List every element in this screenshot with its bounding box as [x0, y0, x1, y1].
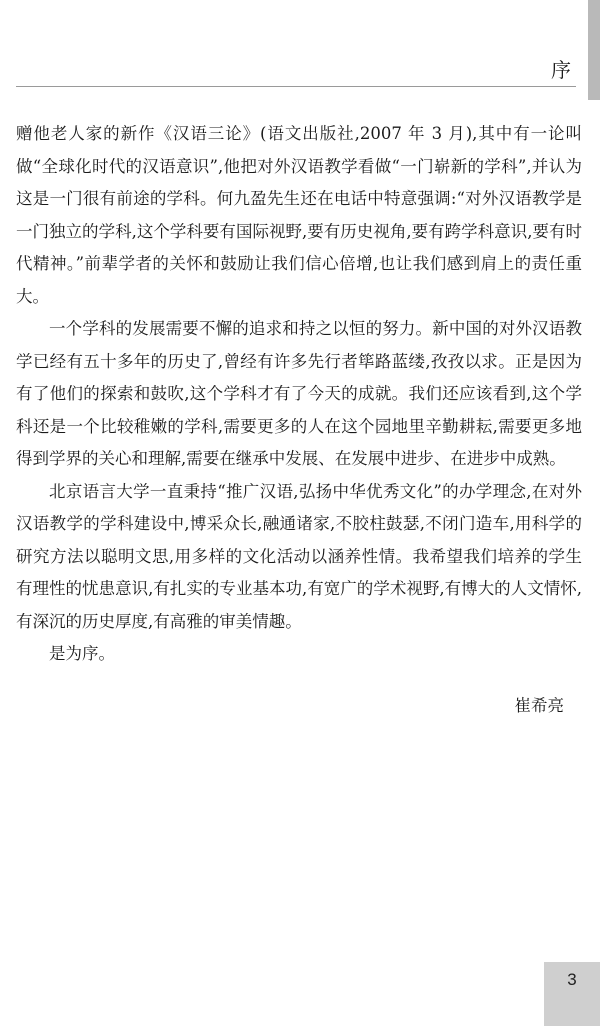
- page-edge-tab: [588, 0, 600, 100]
- paragraph-3: 北京语言大学一直秉持“推广汉语,弘扬中华优秀文化”的办学理念,在对外汉语教学的学科建设中,博采众长,融通诸家,不胶柱鼓瑟,不闭门造车,用科学的研究方法以聪明文思,用多样的文化活动以涵养性情。我希望我们培养的学生有理性的忧患意识,有扎实的专业基本功,有宽广的学术视野,有博大的人文情怀,有深沉的历史厚度,有高雅的审美情趣。: [16, 481, 582, 631]
- paragraph-4: 是为序。: [49, 644, 115, 663]
- page-number: 3: [567, 970, 577, 989]
- paragraph-2: 一个学科的发展需要不懈的追求和持之以恒的努力。新中国的对外汉语教学已经有五十多年的历史了,曾经有许多先行者筚路蓝缕,孜孜以求。正是因为有了他们的探索和鼓吹,这个学科才有了今天的成就。我们还应该看到,这个学科还是一个比较稚嫩的学科,需要更多的人在这个园地里辛勤耕耘,需要更多地得到学界的关心和理解,需要在继承中发展、在发展中进步、在进步中成熟。: [16, 319, 582, 468]
- author-signature: 崔希亮: [514, 696, 564, 715]
- running-header-title: 序: [551, 58, 572, 82]
- header-divider: [16, 86, 576, 87]
- page-number-box: [544, 962, 600, 1026]
- paragraph-1: 赠他老人家的新作《汉语三论》(语文出版社,2007 年 3 月),其中有一论叫做“全球化时代的汉语意识”,他把对外汉语教学看做“一门崭新的学科”,并认为这是一门很有前途的学科。何九盈先生还在电话中特意强调:“对外汉语教学是一门独立的学科,这个学科要有国际视野,要有历史视角,要有跨学科意识,要有时代精神。”前辈学者的关怀和鼓励让我们信心倍增,也让我们感到肩上的责任重大。: [16, 124, 582, 306]
- body-text: [16, 118, 582, 671]
